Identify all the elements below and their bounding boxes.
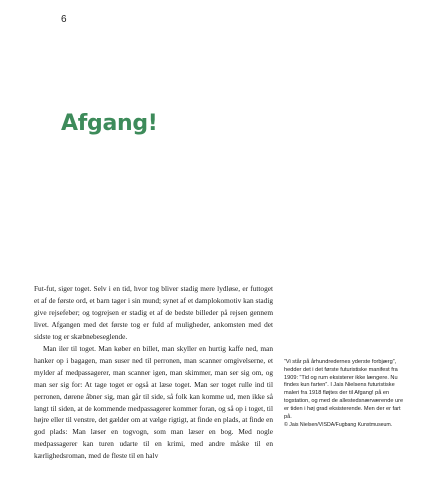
image-credit: © Jais Nielsen/VISDA/Fugbang Kunstmuseum. — [284, 422, 393, 429]
body-text — [34, 283, 273, 462]
body-paragraph-2: Man iler til toget. Man køber en billet, man skyller en hurtig kaffe ned, man hanker op i bagagen, man suser ned til perronen, man scanner omgivelserne, et mylder af medpassagerer, man scanner igen, man skimmer, man ser sig om, og man ser sig for: At tage toget er også at læse toget. Man ser toget rulle ind til perronen, dørene åbner sig, man går til side, så folk kan komme ud, men ikke så langt til siden, at de kommende medpassagerer kommer foran, og så op i toget, til højre eller til venstre, det gælder om at vælge rigtigt, at finde en plads, at finde en god plads: Man læser en togvogn, som man læser en bog. Med nogle medpassagerer kan turen udarte til en krimi, med andre måske til en kærlighedsroman, med de fleste til en halv — [34, 343, 273, 461]
sidebar-caption-block — [284, 359, 406, 430]
body-paragraph-1: Fut-fut, siger toget. Selv i en tid, hvor tog bliver stadig mere lydløse, er futtoget et af de første ord, et barn tager i sin mund; synet af et damplokomotiv kan stadig give rejsefeber; og togrejsen er stadig et af de bedste billeder på rejsen gennem livet. Afgangen med det første tog er fuld af muligheder, ankomsten med det sidste tog er skæbnebeseglende. — [34, 284, 273, 341]
chapter-title: Afgang! — [61, 111, 158, 136]
sidebar-caption: “Vi står på århundredernes yderste forbjærg”, hedder det i det første futuristiske manifest fra 1909: “Tid og rum eksisterer ikke længere. Nu findes kun farten”. I Jais Nielsens futuristiske maleri fra 1918 ﬂøjtes der til Afgang! på en togstation, og med de allestedsnærværende ure er tiden i høj grad eksisterende. Men der er fart på. — [284, 359, 404, 420]
page-number: 6 — [61, 14, 67, 25]
